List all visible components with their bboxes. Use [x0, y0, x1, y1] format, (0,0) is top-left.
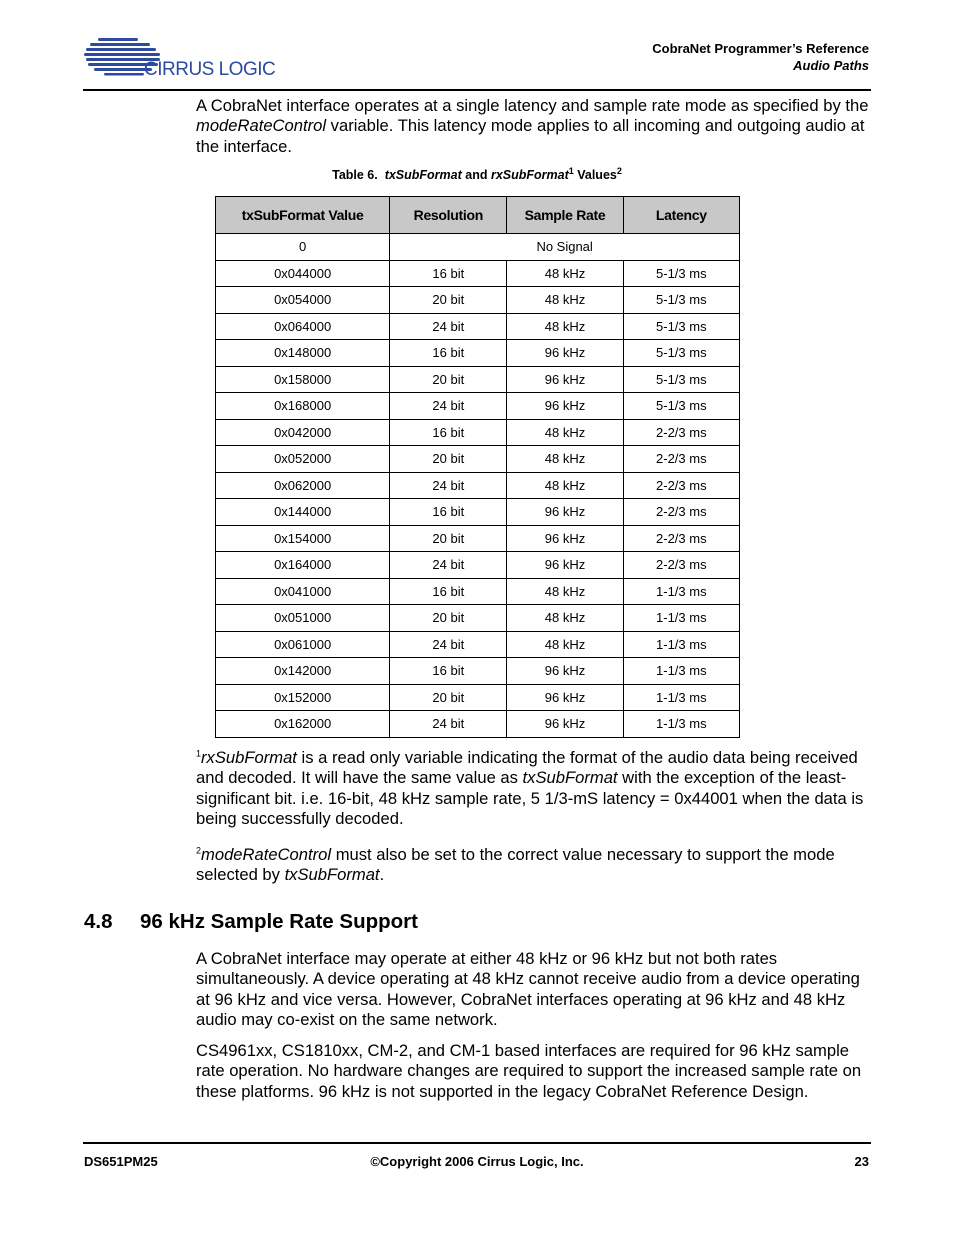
- table-cell: 96 kHz: [507, 684, 623, 711]
- table-cell: 20 bit: [390, 366, 507, 393]
- section-paragraph-1: A CobraNet interface may operate at either 48 kHz or 96 kHz but not both rates simultaneously. A device operating at 48 kHz cannot receive audio from a device operating at 96 kHz and vice versa. However, CobraNet interfaces operating at 96 kHz and 48 kHz audio may co-exist on the same network.: [196, 949, 860, 1030]
- table-cell: 2-2/3 ms: [623, 525, 739, 552]
- table-cell: 96 kHz: [507, 499, 623, 526]
- document-id: DS651PM25: [84, 1154, 158, 1169]
- table-cell: 1-1/3 ms: [623, 658, 739, 685]
- page-number: 23: [854, 1154, 869, 1169]
- table-header-row: [216, 197, 740, 234]
- table-cell: 2-2/3 ms: [623, 552, 739, 579]
- table-row: [216, 313, 740, 340]
- table-cell: 0x158000: [216, 366, 390, 393]
- table-cell: 2-2/3 ms: [623, 472, 739, 499]
- table-cell: 96 kHz: [507, 393, 623, 420]
- copyright: ©Copyright 2006 Cirrus Logic, Inc.: [370, 1154, 584, 1169]
- table-cell: 0x044000: [216, 260, 390, 287]
- table-cell: 24 bit: [390, 393, 507, 420]
- table-cell: 96 kHz: [507, 525, 623, 552]
- table-cell: 16 bit: [390, 499, 507, 526]
- table-cell: 24 bit: [390, 552, 507, 579]
- table-cell: 16 bit: [390, 340, 507, 367]
- table-cell: 48 kHz: [507, 260, 623, 287]
- table-cell: 0x148000: [216, 340, 390, 367]
- table-cell: 24 bit: [390, 711, 507, 738]
- table-cell: 1-1/3 ms: [623, 684, 739, 711]
- table-row: [216, 711, 740, 738]
- section-name: Audio Paths: [793, 58, 869, 73]
- table-cell: 0x164000: [216, 552, 390, 579]
- table-cell: 48 kHz: [507, 287, 623, 314]
- table-row: [216, 525, 740, 552]
- table-cell: 0x144000: [216, 499, 390, 526]
- table-cell: 0x142000: [216, 658, 390, 685]
- table-cell: 0x061000: [216, 631, 390, 658]
- column-header: Sample Rate: [507, 197, 623, 234]
- section-heading: [84, 910, 418, 934]
- table-row: [216, 393, 740, 420]
- table-cell: 0x064000: [216, 313, 390, 340]
- table-cell: 16 bit: [390, 658, 507, 685]
- intro-paragraph: A CobraNet interface operates at a single latency and sample rate mode as specified by the modeRateControl variable. This latency mode applies to all incoming and outgoing audio at the interface.: [196, 96, 869, 156]
- footer-rule: [83, 1142, 871, 1144]
- table-cell: No Signal: [390, 234, 740, 261]
- table-cell: 1-1/3 ms: [623, 578, 739, 605]
- table-cell: 1-1/3 ms: [623, 631, 739, 658]
- table-cell: 2-2/3 ms: [623, 419, 739, 446]
- table-cell: 96 kHz: [507, 711, 623, 738]
- table-cell: 16 bit: [390, 419, 507, 446]
- table-row: [216, 260, 740, 287]
- table-row: [216, 287, 740, 314]
- table-cell: 0x041000: [216, 578, 390, 605]
- table-cell: 20 bit: [390, 605, 507, 632]
- table-cell: 20 bit: [390, 525, 507, 552]
- table-cell: 48 kHz: [507, 313, 623, 340]
- document-title: CobraNet Programmer’s Reference: [652, 41, 869, 56]
- table-cell: 5-1/3 ms: [623, 366, 739, 393]
- table-cell: 96 kHz: [507, 366, 623, 393]
- table-row: [216, 419, 740, 446]
- table-cell: 1-1/3 ms: [623, 711, 739, 738]
- table-row: [216, 340, 740, 367]
- table-cell: 0x062000: [216, 472, 390, 499]
- table-cell: 20 bit: [390, 684, 507, 711]
- table-cell: 24 bit: [390, 472, 507, 499]
- footnote-2: $^2$modeRateControl must also be set to the correct value necessary to support the mode selected by txSubFormat.: [196, 845, 835, 885]
- table-cell: 48 kHz: [507, 605, 623, 632]
- table-row: [216, 658, 740, 685]
- table-row: [216, 472, 740, 499]
- table-cell: 0x042000: [216, 419, 390, 446]
- header-rule: [83, 89, 871, 91]
- table-row: [216, 499, 740, 526]
- table-cell: 5-1/3 ms: [623, 287, 739, 314]
- cirrus-logic-logo: [84, 34, 294, 78]
- table-cell: 2-2/3 ms: [623, 446, 739, 473]
- table-cell: 20 bit: [390, 446, 507, 473]
- table-cell: 96 kHz: [507, 552, 623, 579]
- table-cell: 20 bit: [390, 287, 507, 314]
- table-cell: 24 bit: [390, 631, 507, 658]
- column-header: txSubFormat Value: [216, 197, 390, 234]
- table-cell: 48 kHz: [507, 578, 623, 605]
- footnote-1: $^1$rxSubFormat is a read only variable indicating the format of the audio data being received and decoded. It will have the same value as txSubFormat with the exception of the least-significant bit. i.e. 16-bit, 48 kHz sample rate, 5 1/3-mS latency = 0x44001 when the data is being successfully decoded.: [196, 748, 864, 829]
- table-cell: 2-2/3 ms: [623, 499, 739, 526]
- svg-text:CIRRUS LOGIC: CIRRUS LOGIC: [144, 59, 276, 78]
- table-cell: 5-1/3 ms: [623, 313, 739, 340]
- table-cell: 96 kHz: [507, 658, 623, 685]
- table-cell: 96 kHz: [507, 340, 623, 367]
- table-cell: 0x162000: [216, 711, 390, 738]
- section-number: 4.8: [84, 910, 113, 933]
- table-cell: 16 bit: [390, 578, 507, 605]
- table-row: [216, 605, 740, 632]
- table-cell: 24 bit: [390, 313, 507, 340]
- section-title: 96 kHz Sample Rate Support: [140, 910, 418, 933]
- table-cell: 0x051000: [216, 605, 390, 632]
- table-caption: Table 6. txSubFormat and rxSubFormat$^1$ Values$^2$: [332, 165, 622, 182]
- table-cell: 0x168000: [216, 393, 390, 420]
- table-cell: 0: [216, 234, 390, 261]
- table-row: [216, 578, 740, 605]
- table-row: [216, 366, 740, 393]
- table-cell: 16 bit: [390, 260, 507, 287]
- table-row: [216, 234, 740, 261]
- column-header: Latency: [623, 197, 739, 234]
- table-cell: 48 kHz: [507, 472, 623, 499]
- table-cell: 0x054000: [216, 287, 390, 314]
- table-cell: 48 kHz: [507, 419, 623, 446]
- table-cell: 5-1/3 ms: [623, 393, 739, 420]
- column-header: Resolution: [390, 197, 507, 234]
- section-paragraph-2: CS4961xx, CS1810xx, CM-2, and CM-1 based interfaces are required for 96 kHz sample rate operation. No hardware changes are required to support the increased sample rate on these platforms. 96 kHz is not supported in the legacy CobraNet Reference Design.: [196, 1041, 862, 1101]
- table-cell: 0x154000: [216, 525, 390, 552]
- table-row: [216, 684, 740, 711]
- table-cell: 5-1/3 ms: [623, 340, 739, 367]
- table-row: [216, 631, 740, 658]
- table-row: [216, 446, 740, 473]
- table-row: [216, 552, 740, 579]
- table-cell: 48 kHz: [507, 446, 623, 473]
- table-cell: 1-1/3 ms: [623, 605, 739, 632]
- subformat-table: [215, 196, 740, 738]
- table-cell: 48 kHz: [507, 631, 623, 658]
- table-cell: 0x052000: [216, 446, 390, 473]
- table-cell: 0x152000: [216, 684, 390, 711]
- table-cell: 5-1/3 ms: [623, 260, 739, 287]
